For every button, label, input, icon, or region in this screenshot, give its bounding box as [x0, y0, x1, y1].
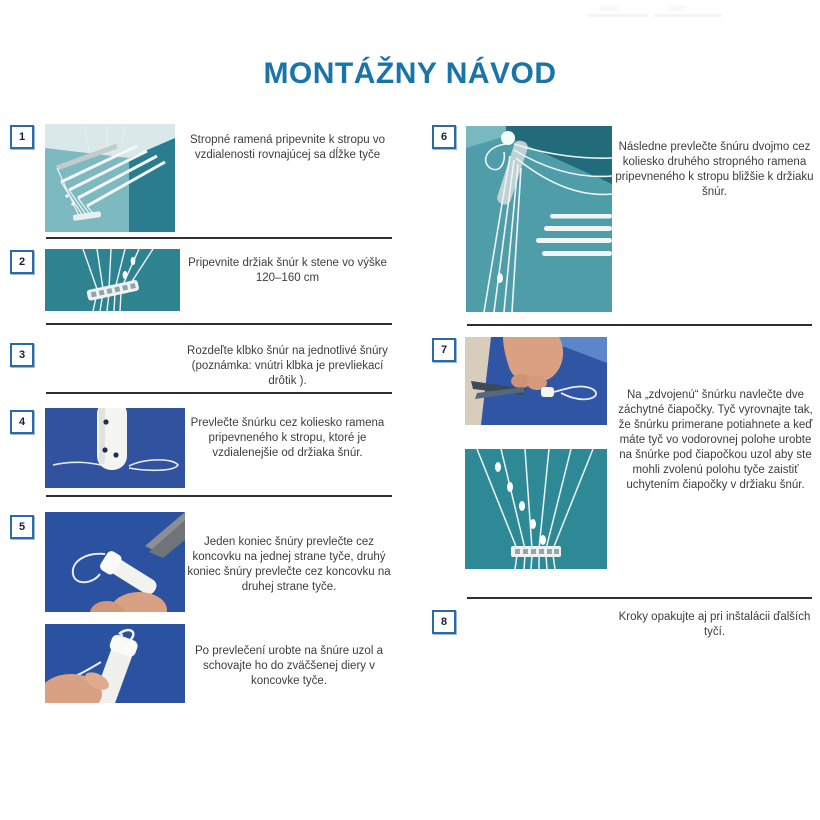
step-7-photo-2	[465, 449, 607, 569]
step-7-photo	[465, 337, 607, 425]
step-5-photo-2	[45, 624, 185, 703]
separator	[46, 495, 392, 497]
step-2-text: Pripevnite držiak šnúr k stene vo výške 120–160 cm	[188, 257, 387, 284]
step-1-number	[10, 125, 34, 149]
separator	[467, 597, 812, 599]
step-4-number	[10, 410, 34, 434]
step-number-label: 8	[440, 616, 448, 628]
step-5-text-2: Po prevlečení urobte na šnúre uzol a schovajte ho do zväčšenej diery v koncovke tyče.	[195, 645, 383, 687]
step-number-label: 5	[18, 521, 26, 533]
step-4-photo	[45, 408, 185, 488]
step-6-photo	[466, 126, 612, 312]
step-number-label: 2	[18, 256, 26, 268]
watermark-mark	[668, 5, 686, 11]
step-7-text: Na „zdvojenú“ šnúrku navlečte dve záchytné čiapočky. Tyč vyrovnajte tak, že šnúrku primerane potiahnete a keď máte tyč vo vodorovnej polohe urobte na šnúrke pod čiapočkou uzol aby ste mohli zvolenú polohu tyče zaistiť uchytením čiapočky v držiaku šnúr.	[618, 389, 813, 491]
step-1-text: Stropné ramená pripevnite k stropu vo vzdialenosti rovnajúcej sa dĺžke tyče	[190, 134, 385, 161]
watermark-mark	[600, 5, 618, 11]
separator	[46, 323, 392, 325]
step-number-label: 3	[18, 349, 26, 361]
step-5-photo	[45, 512, 185, 612]
step-7-number	[432, 338, 456, 362]
watermark-mark	[654, 14, 722, 17]
watermark-mark	[588, 14, 648, 17]
step-number-label: 1	[18, 131, 26, 143]
separator	[46, 237, 392, 239]
step-2-photo	[45, 249, 180, 311]
step-8-number	[432, 610, 456, 634]
step-6-text: Následne prevlečte šnúru dvojmo cez koliesko druhého stropného ramena pripevneného k stropu bližšie k držiaku šnúr.	[615, 141, 814, 198]
step-number-label: 6	[440, 131, 448, 143]
step-5-text: Jeden koniec šnúry prevlečte cez koncovku na jednej strane tyče, druhý koniec šnúry prevlečte cez koncovku na druhej strane tyče.	[187, 536, 391, 593]
step-8-text: Kroky opakujte aj pri inštalácii ďalších tyčí.	[618, 611, 811, 638]
step-5-number	[10, 515, 34, 539]
step-3-number	[10, 343, 34, 367]
step-number-label: 4	[18, 416, 26, 428]
step-2-number	[10, 250, 34, 274]
page-title: MONTÁŽNY NÁVOD	[263, 57, 557, 90]
step-6-number	[432, 125, 456, 149]
separator	[46, 392, 392, 394]
step-1-photo	[45, 124, 175, 232]
step-4-text: Prevlečte šnúrku cez koliesko ramena pripevneného k stropu, ktoré je vzdialenejšie od držiaka šnúr.	[190, 417, 385, 459]
separator	[467, 324, 812, 326]
step-number-label: 7	[440, 344, 448, 356]
step-3-text: Rozdeľte klbko šnúr na jednotlivé šnúry (poznámka: vnútri klbka je prevliekací drôtik ).	[187, 345, 388, 387]
